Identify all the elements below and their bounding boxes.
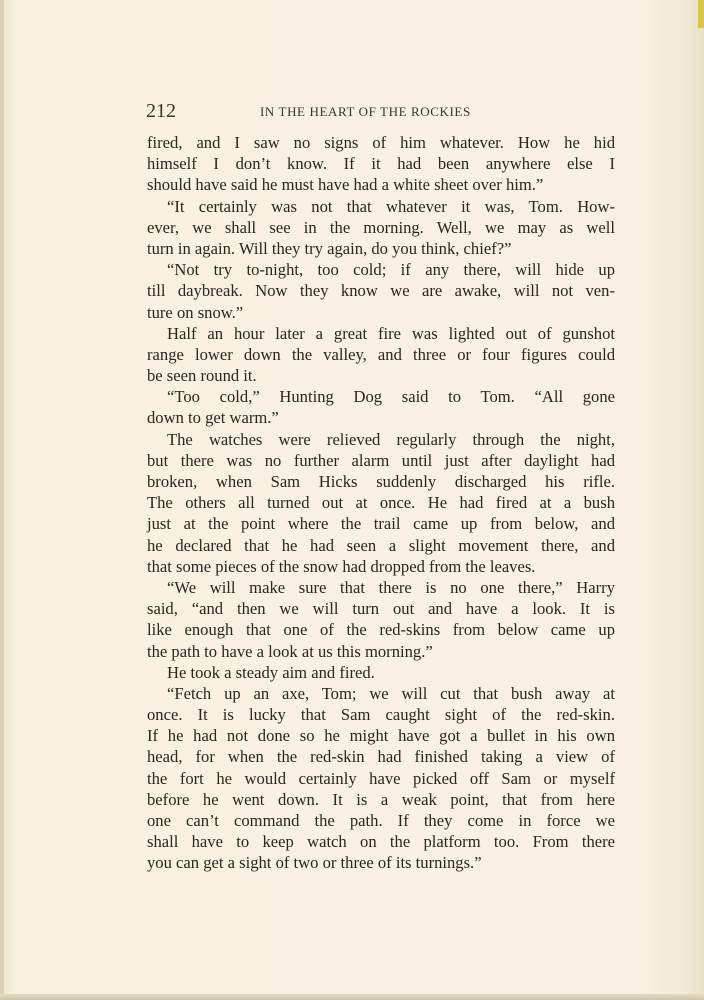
text-line: down to get warm.”	[147, 408, 279, 428]
corner-color-mark	[698, 0, 704, 28]
text-line: “Too cold,” Hunting Dog said to Tom. “All gone	[167, 387, 615, 407]
text-line: If he had not done so he might have got a bullet in his own	[147, 726, 615, 746]
text-line: head, for when the red-skin had finished taking a view of	[147, 747, 615, 767]
text-line: he declared that he had seen a slight movement there, and	[147, 535, 615, 555]
body-text	[147, 132, 615, 874]
page-left-edge	[0, 0, 4, 1000]
text-line: should have said he must have had a white sheet over him.”	[147, 175, 544, 195]
text-line: ever, we shall see in the morning. Well, we may as well	[147, 217, 615, 237]
text-line: you can get a sight of two or three of its turnings.”	[147, 853, 482, 873]
text-line: before he went down. It is a weak point, that from here	[147, 789, 615, 809]
text-line: The others all turned out at once. He had fired at a bush	[147, 493, 615, 513]
page-header	[146, 99, 616, 123]
text-line: The watches were relieved regularly through the night,	[167, 429, 615, 449]
text-line: “Fetch up an axe, Tom; we will cut that bush away at	[167, 683, 615, 703]
text-line: “We will make sure that there is no one there,” Harry	[167, 577, 615, 597]
text-line: be seen round it.	[147, 366, 257, 386]
text-line: “It certainly was not that whatever it was, Tom. How-	[167, 196, 615, 216]
text-line: said, “and then we will turn out and have a look. It is	[147, 599, 615, 619]
text-line: once. It is lucky that Sam caught sight of the red-skin.	[147, 705, 615, 725]
running-head: IN THE HEART OF THE ROCKIES	[260, 104, 471, 119]
text-line: himself I don’t know. If it had been anywhere else I	[147, 154, 615, 174]
text-line: the fort he would certainly have picked off Sam or myself	[147, 768, 615, 788]
text-line: one can’t command the path. If they come in force we	[147, 811, 615, 830]
text-line: till daybreak. Now they know we are awake, will not ven-	[147, 281, 615, 301]
page-bottom-edge	[0, 994, 704, 1000]
text-line: fired, and I saw no signs of him whatever. How he hid	[147, 133, 615, 152]
text-line: ture on snow.”	[147, 302, 244, 322]
text-line: broken, when Sam Hicks suddenly discharged his rifle.	[147, 472, 615, 491]
text-line: shall have to keep watch on the platform too. From there	[147, 832, 615, 852]
text-line: but there was no further alarm until just after daylight had	[147, 450, 615, 470]
text-line: Half an hour later a great fire was lighted out of gunshot	[167, 323, 615, 343]
text-line: range lower down the valley, and three or four figures could	[147, 344, 615, 364]
text-line: just at the point where the trail came up from below, and	[147, 514, 615, 534]
text-line: like enough that one of the red-skins from below came up	[147, 620, 615, 640]
text-line: He took a steady aim and fired.	[167, 662, 375, 682]
text-line: “Not try to-night, too cold; if any there, will hide up	[167, 260, 615, 280]
page-number: 212	[146, 100, 176, 122]
text-line: that some pieces of the snow had dropped from the leaves.	[147, 556, 536, 576]
text-line: turn in again. Will they try again, do you think, chief?”	[147, 238, 512, 258]
text-line: the path to have a look at us this morning.”	[147, 641, 433, 661]
